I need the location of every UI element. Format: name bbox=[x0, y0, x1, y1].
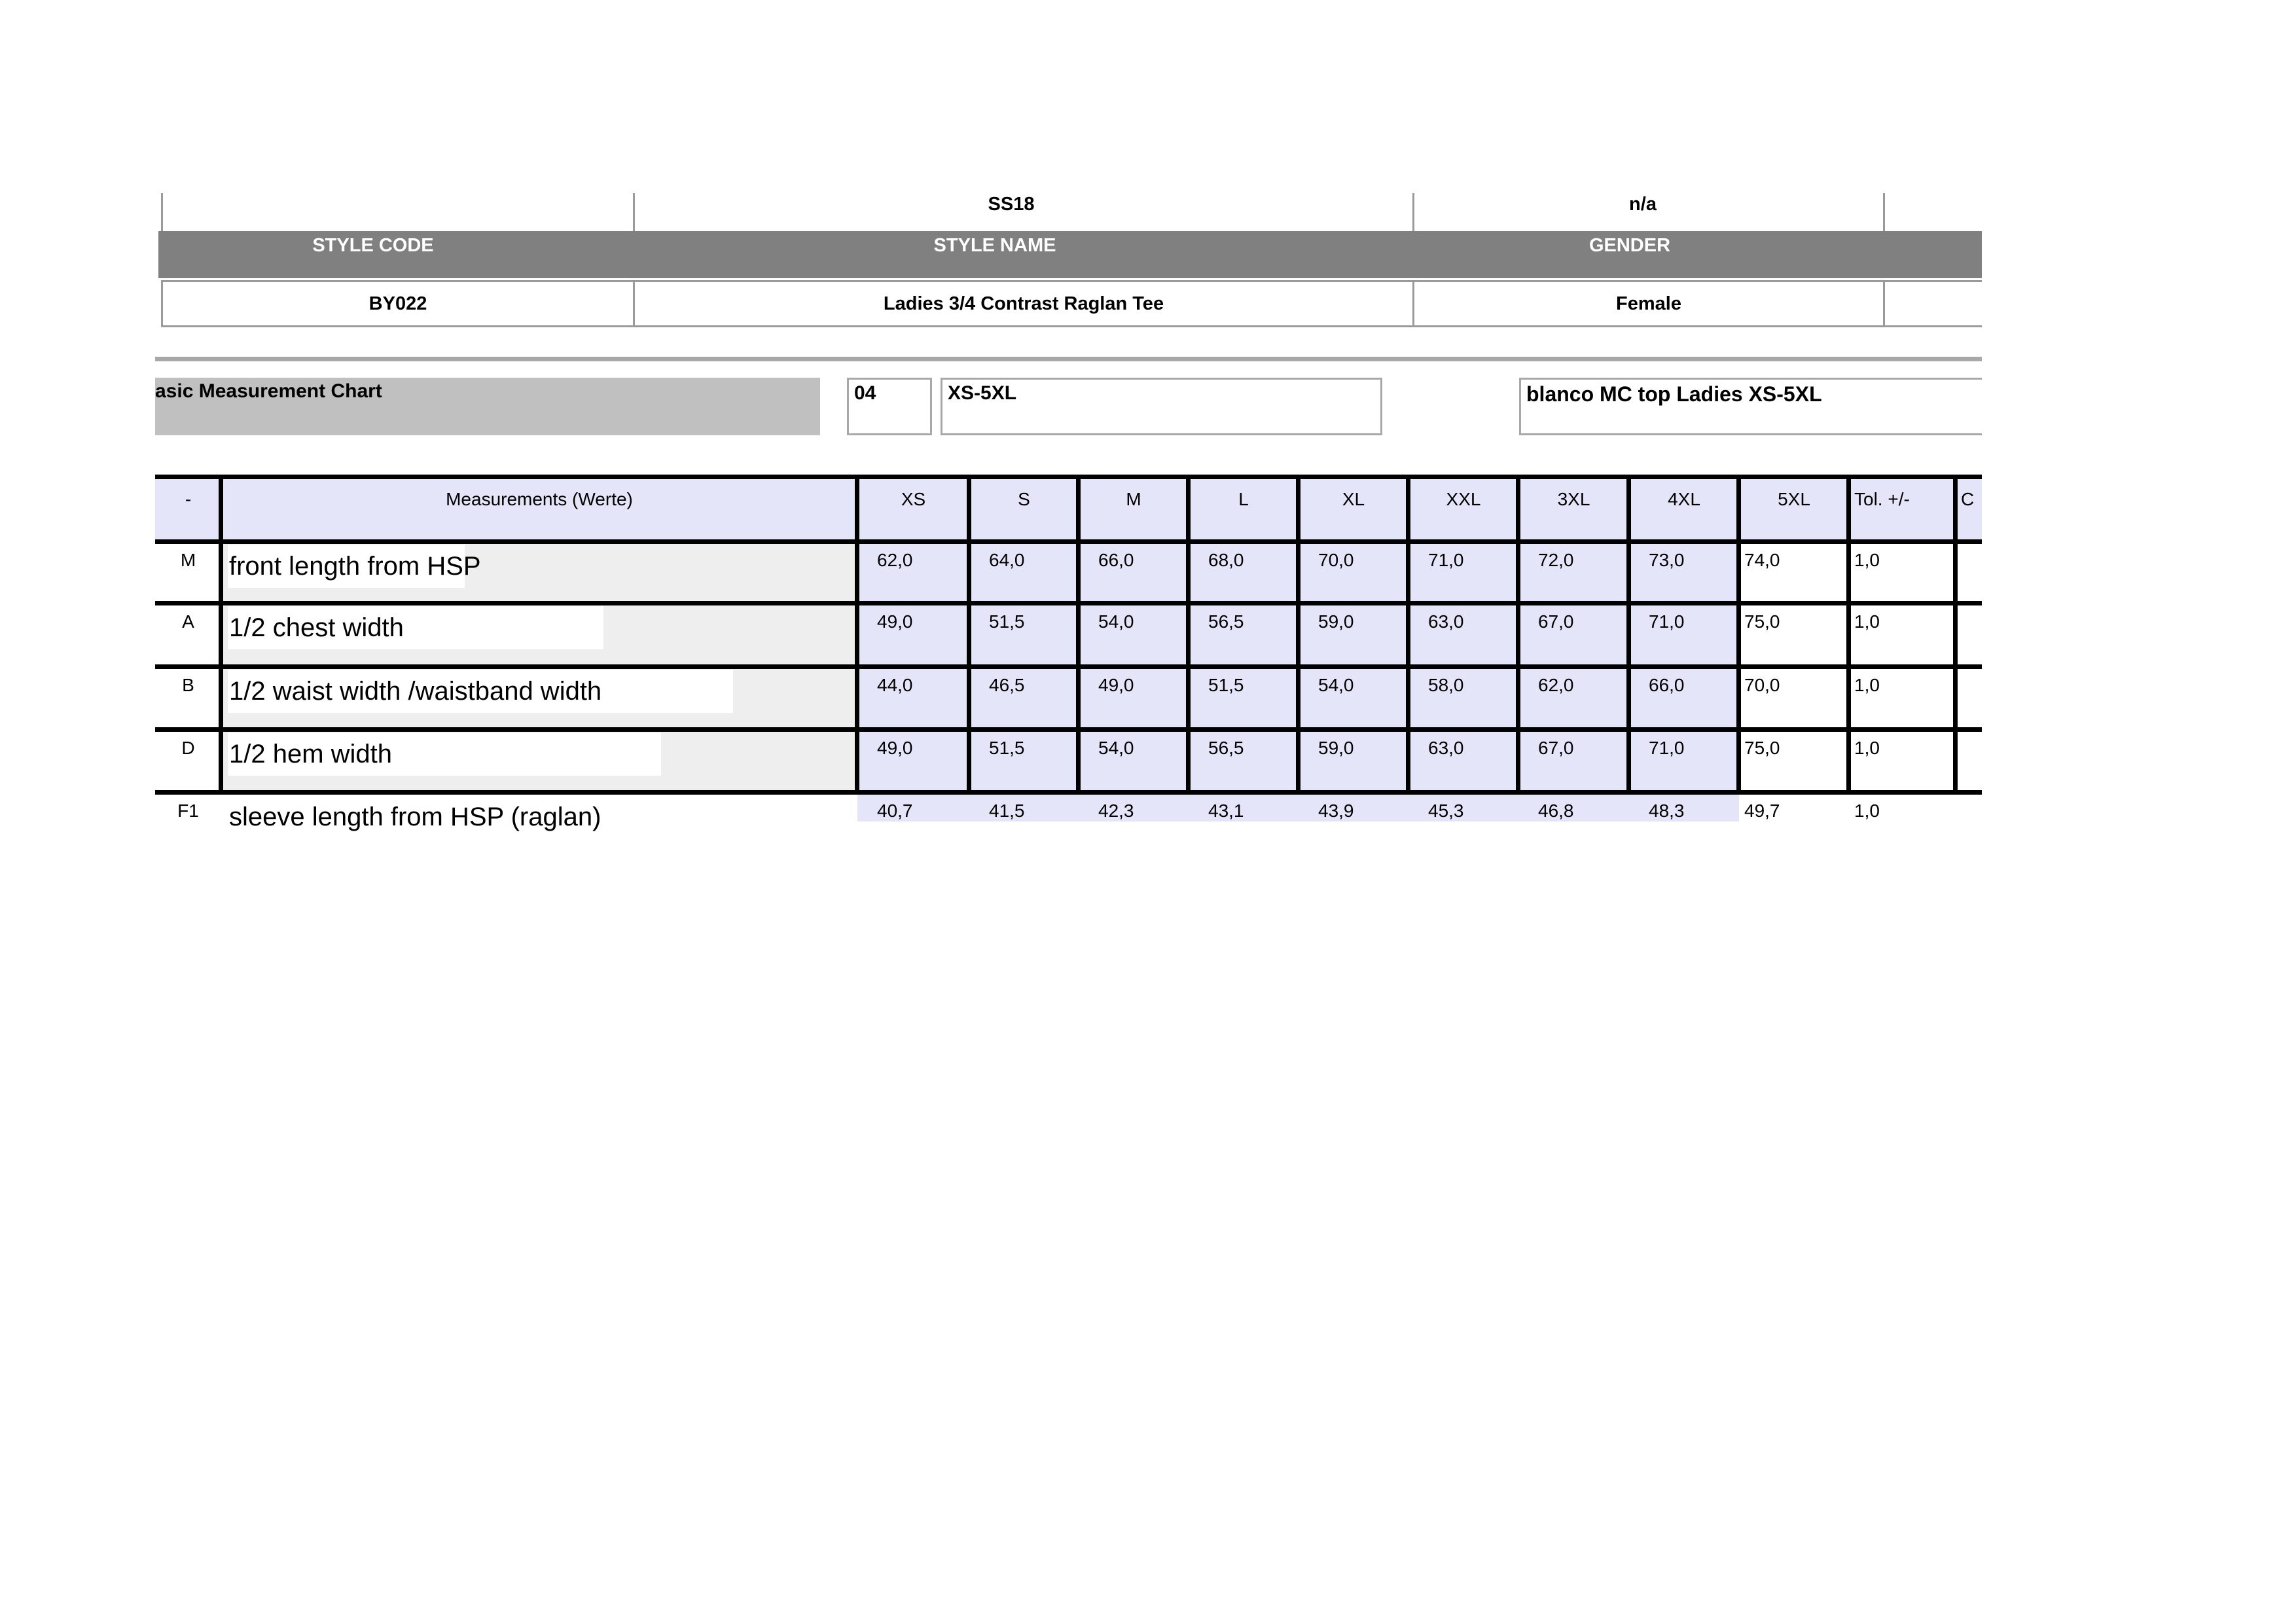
table-rule bbox=[155, 790, 1982, 795]
measurement-value: 40,7 bbox=[857, 793, 969, 821]
measurement-value: 66,0 bbox=[1629, 667, 1739, 730]
measurement-value: 75,0 bbox=[1739, 604, 1849, 667]
row-code: A bbox=[155, 604, 221, 667]
tolerance-value: 1,0 bbox=[1849, 604, 1956, 667]
measurement-value: 64,0 bbox=[969, 542, 1079, 604]
tolerance-value: 1,0 bbox=[1849, 542, 1956, 604]
row-description: front length from HSP bbox=[228, 545, 465, 588]
size-column-header: 4XL bbox=[1629, 477, 1739, 542]
measurement-value: 67,0 bbox=[1518, 730, 1629, 793]
chart-number: 04 bbox=[847, 378, 932, 435]
table-rule bbox=[155, 475, 1982, 479]
measurement-value: 51,5 bbox=[1189, 667, 1299, 730]
measurement-value: 71,0 bbox=[1629, 730, 1739, 793]
comment-cell bbox=[1956, 542, 1982, 604]
divider bbox=[1412, 193, 1414, 231]
measurement-value: 54,0 bbox=[1079, 604, 1189, 667]
measurement-value: 54,0 bbox=[1299, 667, 1408, 730]
size-range: XS-5XL bbox=[941, 378, 1382, 435]
measurement-value: 43,9 bbox=[1299, 793, 1408, 821]
measurement-value: 63,0 bbox=[1408, 604, 1518, 667]
divider bbox=[161, 193, 163, 231]
measurement-value: 42,3 bbox=[1079, 793, 1189, 821]
divider bbox=[1883, 193, 1885, 231]
measurement-value: 70,0 bbox=[1299, 542, 1408, 604]
comment-cell bbox=[1956, 604, 1982, 667]
measurement-value: 56,5 bbox=[1189, 604, 1299, 667]
measurement-value: 54,0 bbox=[1079, 730, 1189, 793]
section-divider bbox=[155, 357, 1982, 361]
table-rule bbox=[1626, 475, 1631, 793]
row-description: 1/2 waist width /waistband width bbox=[228, 670, 733, 713]
table-rule bbox=[1076, 475, 1081, 793]
row-code: B bbox=[155, 667, 221, 730]
measurement-value: 51,5 bbox=[969, 730, 1079, 793]
table-rule bbox=[1846, 475, 1851, 793]
tolerance-value: 1,0 bbox=[1849, 793, 1956, 821]
table-rule bbox=[1186, 475, 1191, 793]
measurement-value: 73,0 bbox=[1629, 542, 1739, 604]
row-code: M bbox=[155, 542, 221, 604]
table-rule bbox=[1953, 475, 1958, 793]
measurement-value: 59,0 bbox=[1299, 730, 1408, 793]
measurement-value: 59,0 bbox=[1299, 604, 1408, 667]
measurement-value: 71,0 bbox=[1408, 542, 1518, 604]
measurement-value: 48,3 bbox=[1629, 793, 1739, 821]
row-code: F1 bbox=[155, 793, 221, 821]
measurement-value: 46,5 bbox=[969, 667, 1079, 730]
row-description: 1/2 hem width bbox=[228, 732, 661, 776]
measurement-value: 46,8 bbox=[1518, 793, 1629, 821]
tolerance-value: 1,0 bbox=[1849, 667, 1956, 730]
comment-cell bbox=[1956, 667, 1982, 730]
table-rule bbox=[155, 539, 1982, 544]
size-column-header: XXL bbox=[1408, 477, 1518, 542]
size-column-header: Tol. +/- bbox=[1849, 477, 1956, 542]
extra-value-box bbox=[1883, 280, 1982, 327]
size-column-header: XS bbox=[857, 477, 969, 542]
style-name-value: Ladies 3/4 Contrast Raglan Tee bbox=[633, 280, 1414, 327]
measurement-value: 63,0 bbox=[1408, 730, 1518, 793]
table-rule bbox=[1736, 475, 1741, 793]
measurement-value: 70,0 bbox=[1739, 667, 1849, 730]
table-rule bbox=[155, 727, 1982, 732]
code-column-header: - bbox=[155, 477, 221, 542]
measurement-value: 56,5 bbox=[1189, 730, 1299, 793]
chart-description: blanco MC top Ladies XS-5XL bbox=[1519, 378, 1982, 435]
comment-cell bbox=[1956, 730, 1982, 793]
measurements-column-header: Measurements (Werte) bbox=[221, 477, 857, 542]
style-code-label: STYLE CODE bbox=[312, 234, 434, 256]
measurement-value: 68,0 bbox=[1189, 542, 1299, 604]
measurement-value: 51,5 bbox=[969, 604, 1079, 667]
measurement-value: 41,5 bbox=[969, 793, 1079, 821]
chart-title: asic Measurement Chart bbox=[155, 378, 820, 435]
na-value: n/a bbox=[1629, 193, 1657, 215]
row-description-cell bbox=[221, 730, 857, 793]
tolerance-value: 1,0 bbox=[1849, 730, 1956, 793]
divider bbox=[633, 193, 635, 231]
measurement-value: 49,0 bbox=[1079, 667, 1189, 730]
table-rule bbox=[1406, 475, 1410, 793]
table-rule bbox=[155, 664, 1982, 669]
table-rule bbox=[967, 475, 971, 793]
measurement-value: 58,0 bbox=[1408, 667, 1518, 730]
table-rule bbox=[155, 601, 1982, 605]
table-rule bbox=[1296, 475, 1300, 793]
size-column-header: L bbox=[1189, 477, 1299, 542]
measurement-value: 67,0 bbox=[1518, 604, 1629, 667]
row-code: D bbox=[155, 730, 221, 793]
row-description-cell bbox=[221, 667, 857, 730]
row-description-cell bbox=[221, 542, 857, 604]
size-column-header: C bbox=[1956, 477, 1982, 542]
table-rule bbox=[219, 475, 223, 793]
measurement-value: 49,7 bbox=[1739, 793, 1849, 821]
size-column-header: M bbox=[1079, 477, 1189, 542]
table-rule bbox=[1516, 475, 1520, 793]
measurement-value: 72,0 bbox=[1518, 542, 1629, 604]
gender-value: Female bbox=[1412, 280, 1885, 327]
style-name-label: STYLE NAME bbox=[933, 234, 1056, 256]
measurement-value: 62,0 bbox=[857, 542, 969, 604]
measurement-value: 43,1 bbox=[1189, 793, 1299, 821]
row-description-cell bbox=[221, 604, 857, 667]
style-code-value: BY022 bbox=[161, 280, 635, 327]
measurement-value: 44,0 bbox=[857, 667, 969, 730]
size-column-header: XL bbox=[1299, 477, 1408, 542]
measurement-value: 45,3 bbox=[1408, 793, 1518, 821]
row-description: sleeve length from HSP (raglan) bbox=[228, 795, 602, 839]
measurement-value: 49,0 bbox=[857, 730, 969, 793]
measurement-value: 75,0 bbox=[1739, 730, 1849, 793]
measurement-value: 71,0 bbox=[1629, 604, 1739, 667]
row-description: 1/2 chest width bbox=[228, 606, 603, 649]
measurement-value: 49,0 bbox=[857, 604, 969, 667]
gender-label: GENDER bbox=[1588, 234, 1671, 256]
measurement-value: 66,0 bbox=[1079, 542, 1189, 604]
size-column-header: 5XL bbox=[1739, 477, 1849, 542]
table-rule bbox=[855, 475, 859, 793]
measurement-value: 74,0 bbox=[1739, 542, 1849, 604]
size-column-header: 3XL bbox=[1518, 477, 1629, 542]
measurement-value: 62,0 bbox=[1518, 667, 1629, 730]
season: SS18 bbox=[988, 193, 1035, 215]
size-column-header: S bbox=[969, 477, 1079, 542]
